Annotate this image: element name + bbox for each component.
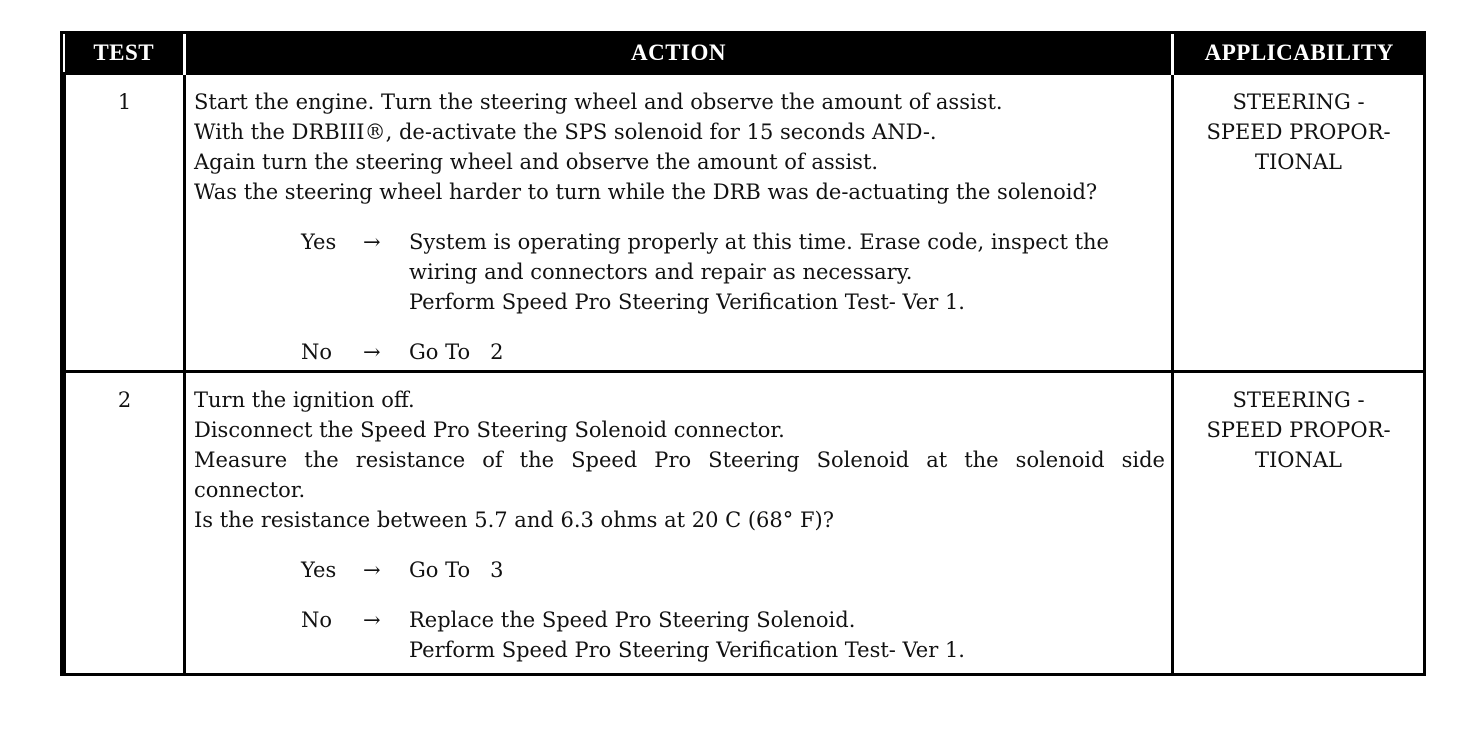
action-line: Disconnect the Speed Pro Steering Solenoid connector. (194, 418, 785, 442)
header-action: ACTION (185, 34, 1173, 74)
applicability-line: SPEED PROPOR- (1206, 120, 1391, 144)
applicability-line: TIONAL (1254, 150, 1342, 174)
action-line: Start the engine. Turn the steering wheel and observe the amount of assist. (194, 90, 1003, 114)
no-text: Replace the Speed Pro Steering Solenoid. (409, 608, 856, 632)
applicability-line: STEERING - (1232, 388, 1365, 412)
action-cell (185, 372, 1173, 675)
action-line: Turn the ignition off. (194, 388, 415, 412)
applicability-cell (1173, 74, 1425, 372)
action-line: Is the resistance between 5.7 and 6.3 ohms at 20 C (68° F)? (194, 508, 834, 532)
header-applicability: APPLICABILITY (1173, 34, 1425, 74)
yes-text: Go To 3 (409, 558, 504, 582)
header-test: TEST (65, 34, 185, 74)
yes-branch (194, 555, 1165, 585)
diagnostic-table (60, 31, 1426, 676)
yes-branch (194, 227, 1165, 317)
yes-label: Yes (301, 558, 337, 582)
table-row (65, 74, 1425, 372)
no-label: No (301, 608, 333, 632)
right-arrow-icon: → (363, 230, 381, 254)
right-arrow-icon: → (363, 340, 381, 364)
yes-text: wiring and connectors and repair as necessary. (409, 260, 913, 284)
applicability-line: STEERING - (1232, 90, 1365, 114)
right-arrow-icon: → (363, 608, 381, 632)
yes-text: System is operating properly at this time. Erase code, inspect the (409, 230, 1109, 254)
no-text: Perform Speed Pro Steering Verification Test- Ver 1. (409, 638, 965, 662)
action-cell (185, 74, 1173, 372)
header-row (65, 34, 1425, 74)
yes-label: Yes (301, 230, 337, 254)
test-number: 2 (65, 372, 185, 675)
action-line: With the DRBIII®, de-activate the SPS solenoid for 15 seconds AND-. (194, 120, 937, 144)
action-line: connector. (194, 478, 306, 502)
no-text: Go To 2 (409, 340, 504, 364)
no-branch (194, 605, 1165, 665)
test-table (63, 34, 1426, 676)
yes-text: Perform Speed Pro Steering Verification Test- Ver 1. (409, 290, 965, 314)
action-line: Was the steering wheel harder to turn while the DRB was de-actuating the solenoid? (194, 180, 1098, 204)
test-number: 1 (65, 74, 185, 372)
right-arrow-icon: → (363, 558, 381, 582)
action-line: Again turn the steering wheel and observe the amount of assist. (194, 150, 879, 174)
no-label: No (301, 340, 333, 364)
applicability-cell (1173, 372, 1425, 675)
no-branch (194, 337, 1165, 367)
action-line: Measure the resistance of the Speed Pro Steering Solenoid at the solenoid side (194, 448, 1165, 472)
applicability-line: TIONAL (1254, 448, 1342, 472)
applicability-line: SPEED PROPOR- (1206, 418, 1391, 442)
table-row (65, 372, 1425, 675)
